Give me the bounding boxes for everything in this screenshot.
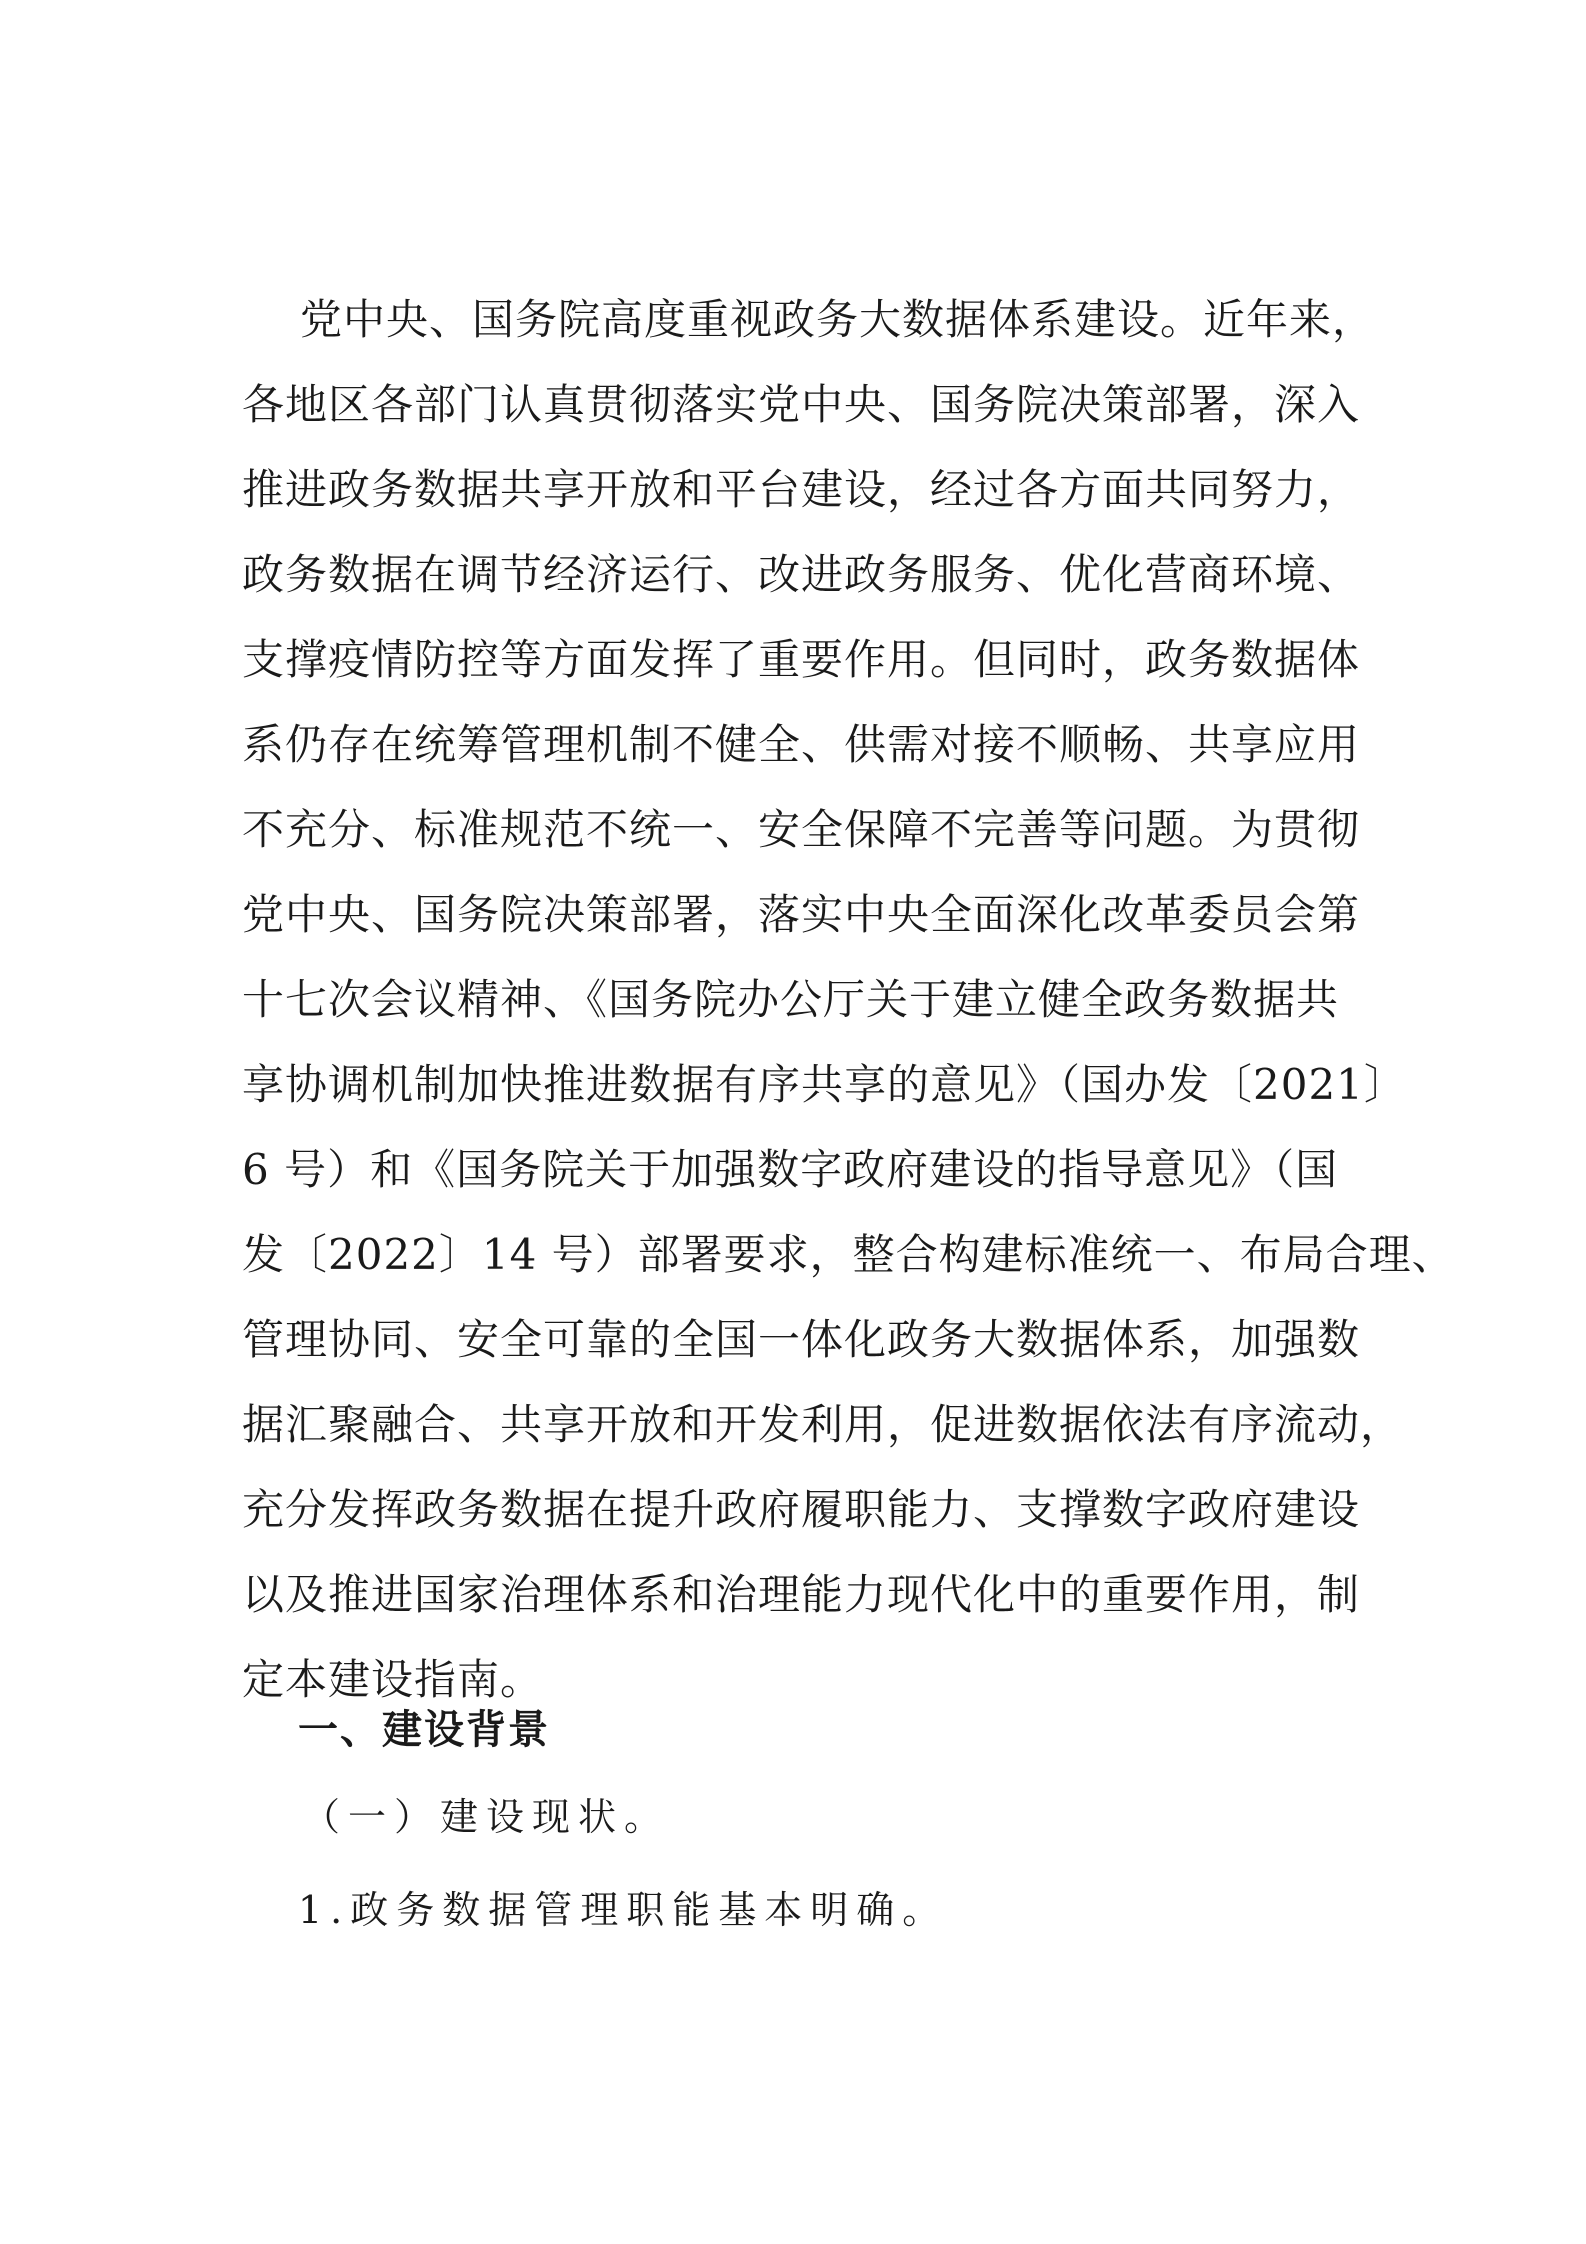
paragraph-line: 以及推进国家治理体系和治理能力现代化中的重要作用，制	[242, 1570, 1361, 1619]
paragraph-line: 十七次会议精神、《国务院办公厅关于建立健全政务数据共	[242, 975, 1340, 1024]
paragraph-line: 6 号）和《国务院关于加强数字政府建设的指导意见》（国	[242, 1145, 1339, 1194]
paragraph-line: 政务数据在调节经济运行、改进政务服务、优化营商环境、	[242, 550, 1361, 599]
paragraph-line: 管理协同、安全可靠的全国一体化政务大数据体系，加强数	[242, 1315, 1361, 1364]
paragraph-line: 推进政务数据共享开放和平台建设，经过各方面共同努力，	[242, 465, 1361, 514]
paragraph-line: 充分发挥政务数据在提升政府履职能力、支撑数字政府建设	[242, 1485, 1361, 1534]
paragraph-line: 党中央、国务院高度重视政务大数据体系建设。近年来，	[300, 295, 1376, 344]
paragraph-line: 各地区各部门认真贯彻落实党中央、国务院决策部署，深入	[242, 380, 1361, 429]
paragraph-line: 党中央、国务院决策部署，落实中央全面深化改革委员会第	[242, 890, 1361, 939]
paragraph-line: 据汇聚融合、共享开放和开发利用，促进数据依法有序流动，	[242, 1400, 1404, 1449]
paragraph-line: 支撑疫情防控等方面发挥了重要作用。但同时，政务数据体	[242, 635, 1361, 684]
subsection-heading: （一）建设现状。	[302, 1795, 671, 1839]
paragraph-line: 享协调机制加快推进数据有序共享的意见》（国办发〔2021〕	[242, 1060, 1407, 1109]
item-heading: 1.政务数据管理职能基本明确。	[298, 1888, 949, 1932]
paragraph-line: 系仍存在统筹管理机制不健全、供需对接不顺畅、共享应用	[242, 720, 1361, 769]
paragraph-line: 发〔2022〕14 号）部署要求，整合构建标准统一、布局合理、	[242, 1230, 1455, 1279]
intro-paragraph	[242, 277, 1455, 1722]
paragraph-line: 定本建设指南。	[242, 1655, 544, 1704]
section-heading: 一、建设背景	[298, 1707, 550, 1753]
paragraph-line: 不充分、标准规范不统一、安全保障不完善等问题。为贯彻	[242, 805, 1361, 854]
